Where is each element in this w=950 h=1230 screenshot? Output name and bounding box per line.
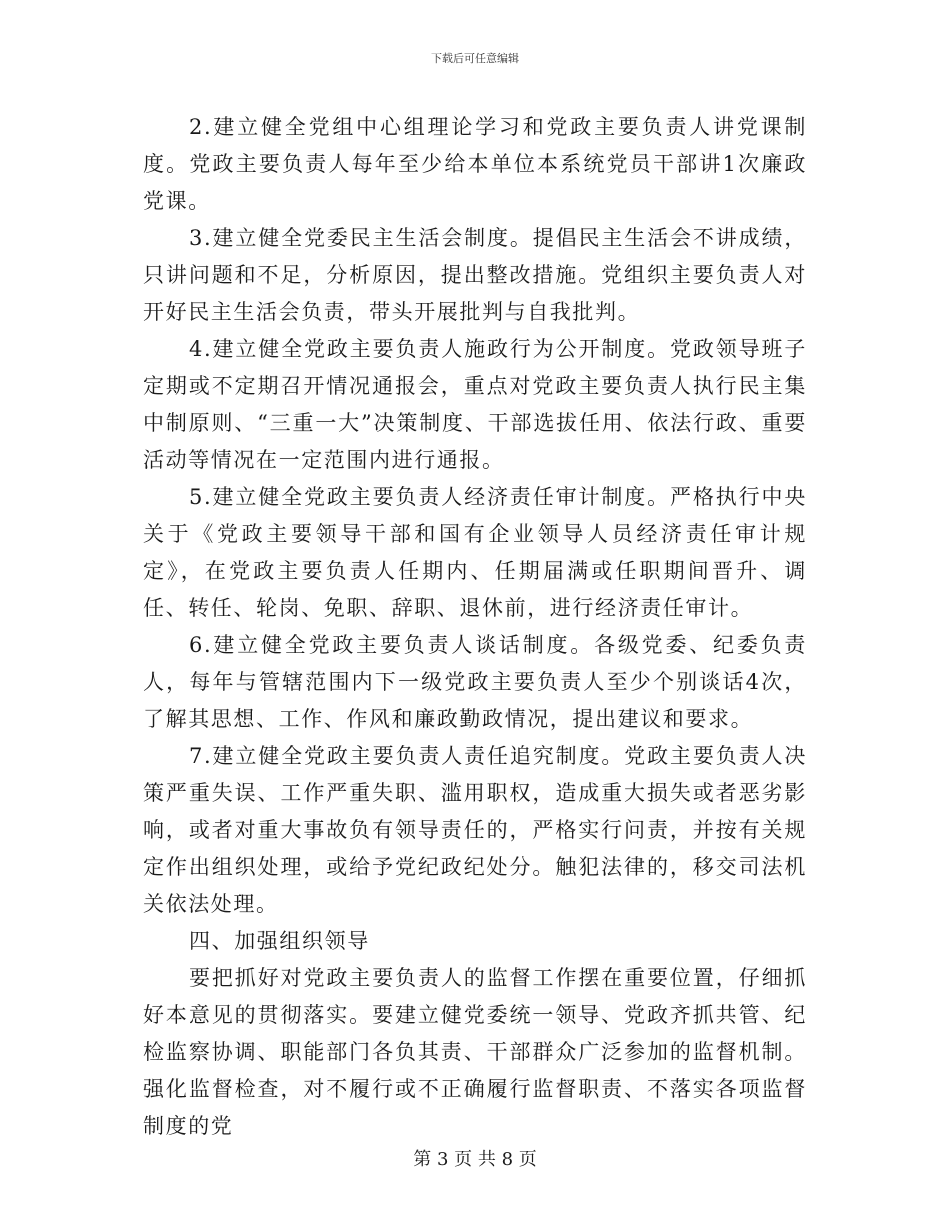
- paragraph-item-7: 7.建立健全党政主要负责人责任追究制度。党政主要负责人决策严重失误、工作严重失职、滥用职权，造成重大损失或者恶劣影响，或者对重大事故负有领导责任的，严格实行问责，并按有关规定作出组织处理，或给予党纪政纪处分。触犯法律的，移交司法机关依法处理。: [143, 744, 807, 916]
- document-body: [143, 109, 807, 1145]
- closing-paragraph: 要把抓好对党政主要负责人的监督工作摆在重要位置，仔细抓好本意见的贯彻落实。要建立健党委统一领导、党政齐抓共管、纪检监察协调、职能部门各负其责、干部群众广泛参加的监督机制。强化监督检查，对不履行或不正确履行监督职责、不落实各项监督制度的党: [143, 966, 807, 1138]
- paragraph-item-4: 4.建立健全党政主要负责人施政行为公开制度。党政领导班子定期或不定期召开情况通报会，重点对党政主要负责人执行民主集中制原则、“三重一大”决策制度、干部选拔任用、依法行政、重要活动等情况在一定范围内进行通报。: [143, 337, 807, 472]
- page-header-note: 下载后可任意编辑: [431, 52, 519, 65]
- paragraph-item-5: 5.建立健全党政主要负责人经济责任审计制度。严格执行中央关于《党政主要领导干部和国有企业领导人员经济责任审计规定》，在党政主要负责人任期内、任期届满或任职期间晋升、调任、转任、轮岗、免职、辞职、退休前，进行经济责任审计。: [143, 485, 807, 620]
- paragraph-item-2: 2.建立健全党组中心组理论学习和党政主要负责人讲党课制度。党政主要负责人每年至少给本单位本系统党员干部讲1次廉政党课。: [143, 115, 807, 213]
- page-number: 第 3 页 共 8 页: [413, 1149, 537, 1170]
- paragraph-item-3: 3.建立健全党委民主生活会制度。提倡民主生活会不讲成绩，只讲问题和不足，分析原因，提出整改措施。党组织主要负责人对开好民主生活会负责，带头开展批判与自我批判。: [143, 226, 807, 324]
- paragraph-item-6: 6.建立健全党政主要负责人谈话制度。各级党委、纪委负责人，每年与管辖范围内下一级党政主要负责人至少个别谈话4次，了解其思想、工作、作风和廉政勤政情况，提出建议和要求。: [143, 633, 807, 731]
- section-heading: 四、加强组织领导: [189, 929, 370, 953]
